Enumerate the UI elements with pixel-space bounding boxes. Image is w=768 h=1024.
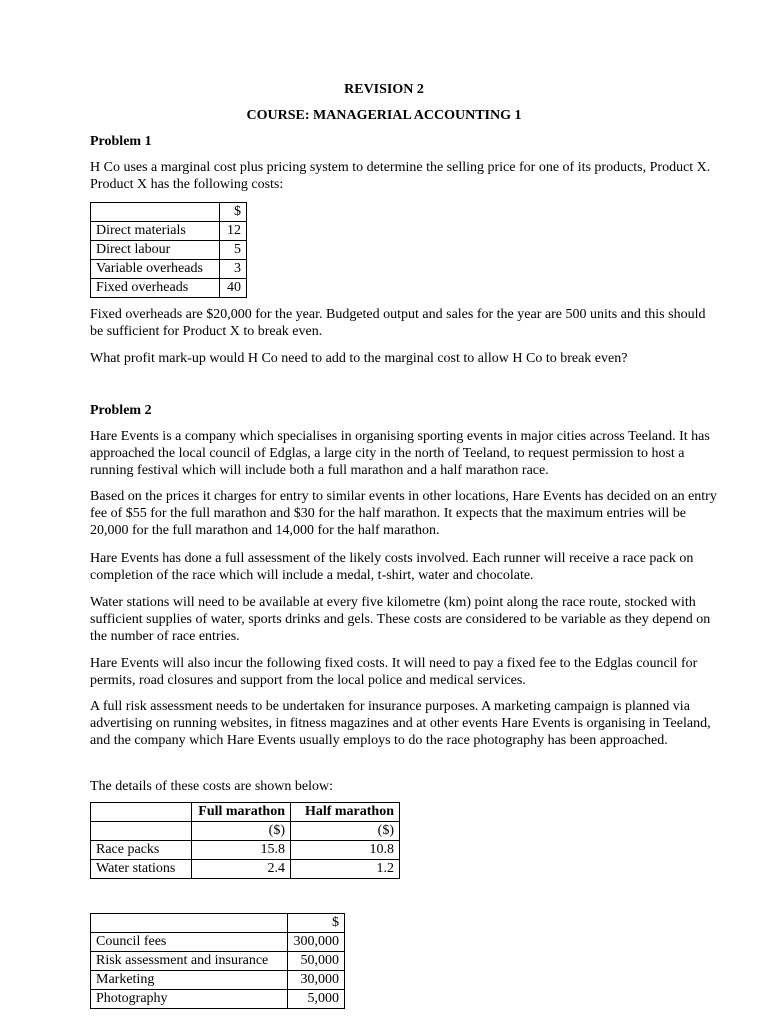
- fixed-costs-table: [90, 913, 345, 1009]
- cost-value: 40: [220, 279, 247, 298]
- problem1-fixed-overheads-text: Fixed overheads are $20,000 for the year. Budgeted output and sales for the year are 500 units and this should be sufficient for Product X to break even.: [90, 307, 706, 339]
- unit-label: ($): [192, 822, 291, 841]
- currency-header: $: [220, 203, 247, 222]
- table-row: [91, 841, 400, 860]
- cost-value: 300,000: [288, 933, 345, 952]
- cost-value: 5,000: [288, 990, 345, 1009]
- table-row: [91, 203, 247, 222]
- problem2-heading: Problem 2: [90, 403, 152, 418]
- problem2-paragraph-5: Hare Events will also incur the following fixed costs. It will need to pay a fixed fee to the Edglas council for permits, road closures and support from the local police and medical services.: [90, 656, 698, 688]
- half-marathon-header: Half marathon: [291, 803, 400, 822]
- table-row: [91, 241, 247, 260]
- currency-header: $: [288, 914, 345, 933]
- table-row: [91, 933, 345, 952]
- document-title: REVISION 2: [344, 82, 424, 97]
- cost-value: 12: [220, 222, 247, 241]
- cost-label: Water stations: [91, 860, 192, 879]
- table-row: [91, 952, 345, 971]
- cost-label: Direct materials: [91, 222, 220, 241]
- problem1-heading: Problem 1: [90, 134, 152, 149]
- problem2-paragraph-7: The details of these costs are shown below:: [90, 779, 333, 794]
- unit-label: ($): [291, 822, 400, 841]
- cost-label: Council fees: [91, 933, 288, 952]
- table-row: [91, 279, 247, 298]
- cost-label: Direct labour: [91, 241, 220, 260]
- full-marathon-header: Full marathon: [192, 803, 291, 822]
- problem2-paragraph-3: Hare Events has done a full assessment of the likely costs involved. Each runner will receive a race pack on completion of the race which will include a medal, t-shirt, water and chocolate.: [90, 551, 694, 583]
- cost-label: Fixed overheads: [91, 279, 220, 298]
- table-row: [91, 990, 345, 1009]
- table-row: [91, 222, 247, 241]
- cost-label: Variable overheads: [91, 260, 220, 279]
- cost-value: 50,000: [288, 952, 345, 971]
- cost-value: 3: [220, 260, 247, 279]
- cost-label: Race packs: [91, 841, 192, 860]
- full-marathon-value: 2.4: [192, 860, 291, 879]
- problem1-question: What profit mark-up would H Co need to add to the marginal cost to allow H Co to break even?: [90, 351, 628, 366]
- problem2-paragraph-6: A full risk assessment needs to be undertaken for insurance purposes. A marketing campaign is planned via advertising on running websites, in fitness magazines and at other events Hare Events is organising in Teeland, and the company which Hare Events usually employs to do the race photography has been approached.: [90, 699, 711, 748]
- problem2-paragraph-2: Based on the prices it charges for entry to similar events in other locations, Hare Events has decided on an entry fee of $55 for the full marathon and $30 for the half marathon. It expects that the maximum entries will be 20,000 for the full marathon and 14,000 for the half marathon.: [90, 489, 717, 538]
- variable-costs-table: [90, 802, 400, 879]
- problem2-paragraph-4: Water stations will need to be available at every five kilometre (km) point along the race route, stocked with sufficient supplies of water, sports drinks and gels. These costs are considered to be variable as they depend on the number of race entries.: [90, 595, 711, 644]
- cost-label: Photography: [91, 990, 288, 1009]
- cost-label: Marketing: [91, 971, 288, 990]
- course-title: COURSE: MANAGERIAL ACCOUNTING 1: [246, 108, 522, 123]
- full-marathon-value: 15.8: [192, 841, 291, 860]
- table-row: [91, 971, 345, 990]
- table-row: [91, 860, 400, 879]
- product-x-cost-table: [90, 202, 247, 298]
- cost-value: 30,000: [288, 971, 345, 990]
- cost-label: Risk assessment and insurance: [91, 952, 288, 971]
- cost-value: 5: [220, 241, 247, 260]
- problem2-paragraph-1: Hare Events is a company which specialises in organising sporting events in major cities across Teeland. It has approached the local council of Edglas, a large city in the north of Teeland, to request permission to host a running festival which will include both a full marathon and a half marathon race.: [90, 429, 710, 478]
- table-row: [91, 914, 345, 933]
- half-marathon-value: 10.8: [291, 841, 400, 860]
- table-row: [91, 803, 400, 822]
- half-marathon-value: 1.2: [291, 860, 400, 879]
- problem1-intro: H Co uses a marginal cost plus pricing system to determine the selling price for one of its products, Product X. Product X has the following costs:: [90, 160, 711, 192]
- table-row: [91, 822, 400, 841]
- table-row: [91, 260, 247, 279]
